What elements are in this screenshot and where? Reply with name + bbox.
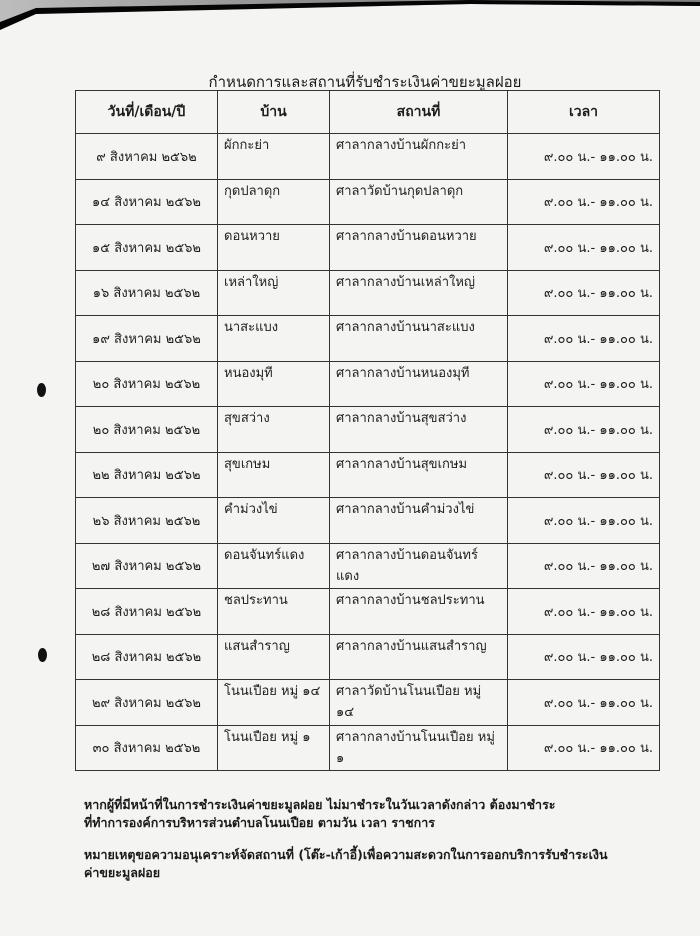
cell-village: สุขสว่าง: [218, 407, 330, 453]
cell-village: สุขเกษม: [218, 452, 330, 498]
cell-date: ๑๖ สิงหาคม ๒๕๖๒: [76, 270, 218, 316]
cell-time: ๙.๐๐ น.- ๑๑.๐๐ น.: [508, 589, 660, 635]
cell-village: โนนเปือย หมู่ ๑: [218, 725, 330, 771]
cell-date: ๙ สิงหาคม ๒๕๖๒: [76, 134, 218, 180]
column-header-village: บ้าน: [218, 91, 330, 134]
cell-time: ๙.๐๐ น.- ๑๑.๐๐ น.: [508, 634, 660, 680]
table-row: [76, 725, 660, 771]
late-payment-note: [84, 796, 644, 832]
cell-place: ศาลากลางบ้านเหล่าใหญ่: [330, 270, 508, 316]
cell-place: ศาลากลางบ้านคำม่วงไข่: [330, 498, 508, 544]
cell-date: ๒๒ สิงหาคม ๒๕๖๒: [76, 452, 218, 498]
column-header-date: วันที่/เดือน/ปี: [76, 91, 218, 134]
cell-date: ๒๘ สิงหาคม ๒๕๖๒: [76, 634, 218, 680]
cell-time: ๙.๐๐ น.- ๑๑.๐๐ น.: [508, 179, 660, 225]
cell-place: ศาลาวัดบ้านกุดปลาดุก: [330, 179, 508, 225]
cell-place: ศาลาวัดบ้านโนนเปือย หมู่ ๑๔: [330, 680, 508, 726]
cell-time: ๙.๐๐ น.- ๑๑.๐๐ น.: [508, 498, 660, 544]
cell-village: นาสะแบง: [218, 316, 330, 362]
note-line: หากผู้ที่มีหน้าที่ในการชำระเงินค่าขยะมูลฝอย ไม่มาชำระในวันเวลาดังกล่าว ต้องมาชำระ: [84, 797, 556, 812]
cell-village: แสนสำราญ: [218, 634, 330, 680]
column-header-time: เวลา: [508, 91, 660, 134]
cell-village: ดอนหวาย: [218, 225, 330, 271]
table-row: [76, 316, 660, 362]
cell-time: ๙.๐๐ น.- ๑๑.๐๐ น.: [508, 361, 660, 407]
table-row: [76, 179, 660, 225]
cell-place: ศาลากลางบ้านดอนหวาย: [330, 225, 508, 271]
cell-time: ๙.๐๐ น.- ๑๑.๐๐ น.: [508, 452, 660, 498]
cell-time: ๙.๐๐ น.- ๑๑.๐๐ น.: [508, 270, 660, 316]
cell-date: ๒๐ สิงหาคม ๒๕๖๒: [76, 361, 218, 407]
cell-place: ศาลากลางบ้านแสนสำราญ: [330, 634, 508, 680]
cell-place: ศาลากลางบ้านดอนจันทร์แดง: [330, 543, 508, 589]
cell-time: ๙.๐๐ น.- ๑๑.๐๐ น.: [508, 725, 660, 771]
cell-village: โนนเปือย หมู่ ๑๔: [218, 680, 330, 726]
cell-time: ๙.๐๐ น.- ๑๑.๐๐ น.: [508, 407, 660, 453]
cell-village: ดอนจันทร์แดง: [218, 543, 330, 589]
cell-village: ชลประทาน: [218, 589, 330, 635]
cell-village: เหล่าใหญ่: [218, 270, 330, 316]
cell-place: ศาลากลางบ้านชลประทาน: [330, 589, 508, 635]
cell-time: ๙.๐๐ น.- ๑๑.๐๐ น.: [508, 680, 660, 726]
cell-place: ศาลากลางบ้านหนองมุที: [330, 361, 508, 407]
cell-date: ๑๕ สิงหาคม ๒๕๖๒: [76, 225, 218, 271]
table-row: [76, 680, 660, 726]
cell-village: คำม่วงไข่: [218, 498, 330, 544]
cell-place: ศาลากลางบ้านโนนเปือย หมู่ ๑: [330, 725, 508, 771]
cell-date: ๒๖ สิงหาคม ๒๕๖๒: [76, 498, 218, 544]
note-line: ที่ทำการองค์การบริหารส่วนตำบลโนนเปือย ตามวัน เวลา ราชการ: [84, 815, 435, 830]
note-line: ค่าขยะมูลฝอย: [84, 865, 161, 880]
schedule-table: [75, 90, 660, 771]
cell-place: ศาลากลางบ้านนาสะแบง: [330, 316, 508, 362]
cell-date: ๒๘ สิงหาคม ๒๕๖๒: [76, 589, 218, 635]
table-row: [76, 543, 660, 589]
table-body: [76, 134, 660, 771]
cell-date: ๑๔ สิงหาคม ๒๕๖๒: [76, 179, 218, 225]
cell-time: ๙.๐๐ น.- ๑๑.๐๐ น.: [508, 134, 660, 180]
cell-date: ๒๙ สิงหาคม ๒๕๖๒: [76, 680, 218, 726]
cell-date: ๓๐ สิงหาคม ๒๕๖๒: [76, 725, 218, 771]
document-title: กำหนดการและสถานที่รับชำระเงินค่าขยะมูลฝอย: [208, 73, 522, 91]
cell-date: ๒๗ สิงหาคม ๒๕๖๒: [76, 543, 218, 589]
table-row: [76, 589, 660, 635]
cell-time: ๙.๐๐ น.- ๑๑.๐๐ น.: [508, 543, 660, 589]
table-row: [76, 634, 660, 680]
cell-date: ๒๐ สิงหาคม ๒๕๖๒: [76, 407, 218, 453]
table-row: [76, 225, 660, 271]
cell-place: ศาลากลางบ้านสุขสว่าง: [330, 407, 508, 453]
cell-village: หนองมุที: [218, 361, 330, 407]
cell-time: ๙.๐๐ น.- ๑๑.๐๐ น.: [508, 225, 660, 271]
remark-note: [84, 846, 644, 882]
cell-village: ผักกะย่า: [218, 134, 330, 180]
cell-place: ศาลากลางบ้านผักกะย่า: [330, 134, 508, 180]
cell-date: ๑๙ สิงหาคม ๒๕๖๒: [76, 316, 218, 362]
punch-hole: [38, 648, 47, 662]
cell-village: กุดปลาดุก: [218, 179, 330, 225]
table-header-row: [76, 91, 660, 134]
cell-place: ศาลากลางบ้านสุขเกษม: [330, 452, 508, 498]
table-row: [76, 452, 660, 498]
table-row: [76, 134, 660, 180]
cell-time: ๙.๐๐ น.- ๑๑.๐๐ น.: [508, 316, 660, 362]
table-row: [76, 498, 660, 544]
column-header-place: สถานที่: [330, 91, 508, 134]
table-row: [76, 270, 660, 316]
note-line: หมายเหตุขอความอนุเคราะห์จัดสถานที่ (โต๊ะ-เก้าอี้)เพื่อความสะดวกในการออกบริการรับชำระเงิน: [84, 847, 608, 862]
punch-hole: [37, 383, 46, 397]
table-row: [76, 407, 660, 453]
table-row: [76, 361, 660, 407]
